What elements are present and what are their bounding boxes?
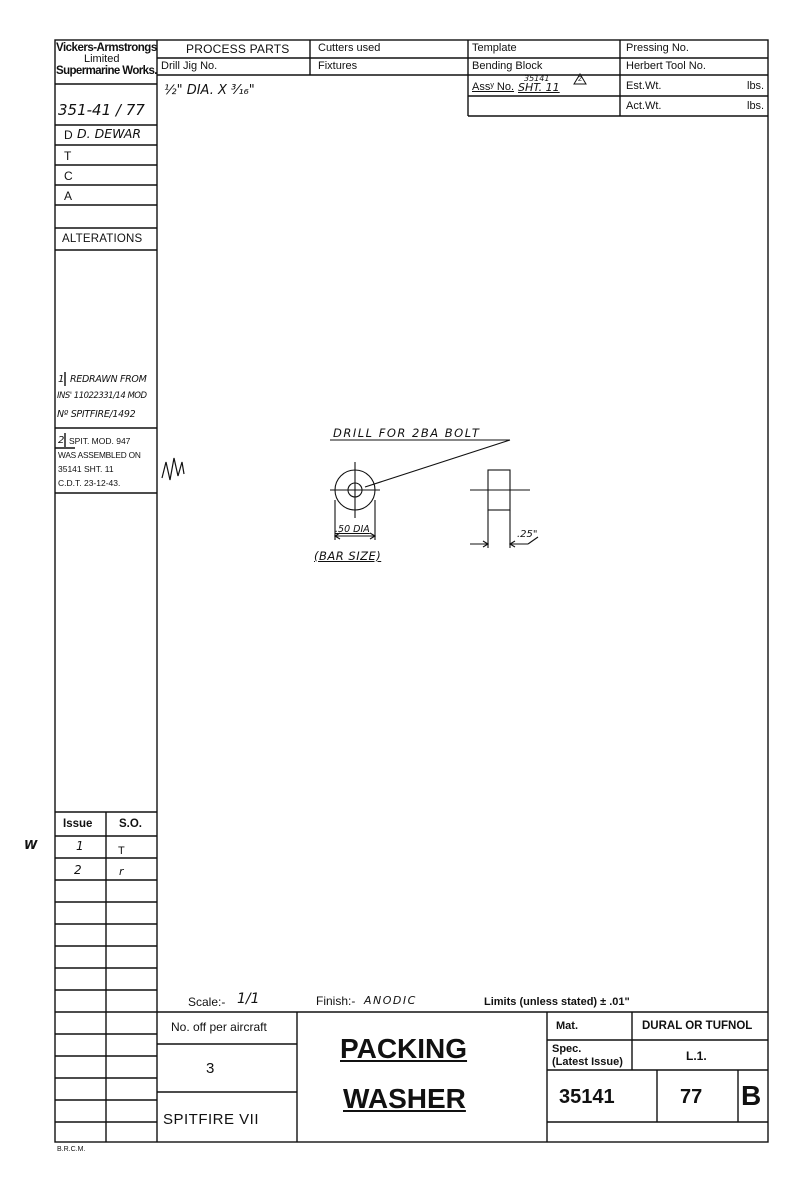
margin-initials: W	[24, 838, 38, 852]
signoff-c-label: C	[64, 169, 73, 183]
alteration-1-line2: INS' 11022331/14 MOD	[57, 391, 147, 401]
signoff-drawn-by: D. DEWAR	[77, 126, 142, 141]
assembly-no-label: Assʸ No.	[472, 81, 515, 93]
company-limited: Limited	[84, 53, 120, 65]
alteration-2-line1: SPIT. MOD. 947	[69, 436, 131, 446]
issue-row-2-so: r	[119, 865, 124, 878]
sheet-number: 77	[680, 1086, 703, 1108]
company-name: Vickers-Armstrongs	[56, 42, 157, 54]
diameter-dimension: .50 DIA	[335, 524, 370, 535]
quantity-per-aircraft: 3	[206, 1060, 215, 1077]
issue-letter: B	[741, 1080, 762, 1111]
spec-value: L.1.	[686, 1049, 707, 1063]
scale-value: 1/1	[237, 991, 260, 1007]
part-title-line1: PACKING	[340, 1033, 468, 1064]
alteration-1-line1: REDRAWN FROM	[70, 374, 147, 385]
finish-label: Finish:-	[316, 994, 356, 1008]
signoff-a-label: A	[64, 189, 73, 203]
herbert-tool-label: Herbert Tool No.	[626, 60, 706, 72]
printer-stamp: B.R.C.M.	[57, 1146, 86, 1153]
company-works: Supermarine Works.	[56, 65, 157, 77]
issue-column-header: Issue	[63, 818, 93, 830]
scale-label: Scale:-	[188, 995, 226, 1009]
aircraft-type: SPITFIRE VII	[163, 1111, 260, 1128]
issue-row-2-issue: 2	[74, 863, 82, 877]
limits-note: Limits (unless stated) ± .01"	[484, 996, 630, 1008]
so-column-header: S.O.	[119, 818, 143, 830]
alteration-1-number: 1	[58, 374, 65, 385]
alteration-2-line4: C.D.T. 23-12-43.	[58, 478, 121, 488]
assembly-no-value: SHT. 11	[518, 81, 560, 94]
off-per-aircraft-label: No. off per aircraft	[171, 1020, 267, 1034]
assembly-no-value-top: 35141	[524, 74, 550, 83]
cutters-used-label: Cutters used	[318, 42, 381, 54]
pressing-no-label: Pressing No.	[626, 42, 689, 54]
issue-row-1-issue: 1	[76, 839, 84, 853]
alteration-2-number: 2	[58, 435, 65, 446]
drill-jig-label: Drill Jig No.	[161, 60, 218, 72]
spec-latest-issue-label: (Latest Issue)	[552, 1056, 623, 1068]
spec-label: Spec.	[552, 1043, 582, 1055]
finish-value: ANODIC	[364, 994, 417, 1007]
margin-scribble	[162, 458, 184, 480]
signoff-d-label: D	[64, 128, 73, 142]
bending-block-label: Bending Block	[472, 60, 543, 72]
est-wt-unit: lbs.	[747, 80, 765, 92]
est-wt-label: Est.Wt.	[626, 80, 662, 92]
act-wt-label: Act.Wt.	[626, 100, 662, 112]
drill-jig-value: ½" DIA. X ³⁄₁₆"	[164, 83, 255, 98]
thickness-dimension: .25"	[517, 529, 538, 540]
act-wt-unit: lbs.	[747, 100, 765, 112]
part-title-line2: WASHER	[343, 1083, 466, 1114]
drill-note: DRILL FOR 2BA BOLT	[333, 426, 481, 440]
drawing-reference: 351-41 / 77	[58, 101, 145, 119]
alteration-1-line3: Nº SPITFIRE/1492	[57, 409, 136, 420]
signoff-t-label: T	[64, 149, 72, 163]
material-label: Mat.	[556, 1020, 578, 1032]
bar-size-note: (BAR SIZE)	[314, 549, 382, 563]
alteration-2-line2: WAS ASSEMBLED ON	[58, 450, 141, 460]
template-label: Template	[472, 42, 517, 54]
assembly-revision-mark: 2	[578, 76, 582, 83]
alterations-title: ALTERATIONS	[62, 233, 143, 245]
fixtures-label: Fixtures	[318, 60, 358, 72]
issue-row-1-so: T	[118, 845, 125, 857]
outer-border	[55, 40, 768, 1142]
material-value: DURAL OR TUFNOL	[642, 1020, 753, 1032]
part-number: 35141	[559, 1086, 615, 1108]
alteration-2-line3: 35141 SHT. 11	[58, 464, 114, 474]
process-parts-label: PROCESS PARTS	[186, 42, 290, 56]
